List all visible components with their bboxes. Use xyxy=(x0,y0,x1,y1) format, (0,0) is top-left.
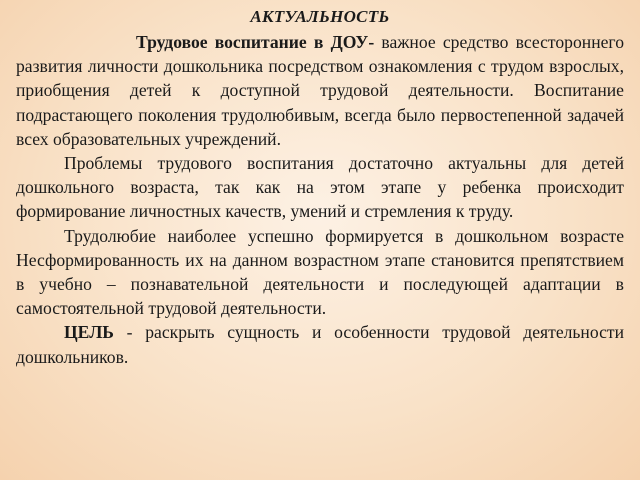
paragraph-problems: Проблемы трудового воспитания достаточно актуальны для детей дошкольного возраста, так как на этом этапе у ребенка происходит формирование личностных качеств, умений и стремления к труду. xyxy=(16,153,624,222)
paragraph-goal xyxy=(16,320,624,368)
slide-title: АКТУАЛЬНОСТЬ xyxy=(250,7,390,26)
paragraph-text-labor-education: важное средство всестороннего развития личности дошкольника посредством ознакомления с трудом взрослых, приобщения детей к доступной трудовой деятельности. Воспитание подрастающего поколения трудолюбивым, всегда было первостепенной задачей всех образовательных учреждений. xyxy=(16,32,624,149)
paragraph-diligence: Трудолюбие наиболее успешно формируется в дошкольном возрасте Несформированность их на данном возрастном этапе становится препятствием в учебно – познавательной деятельности и последующей адаптации в самостоятельной трудовой деятельности. xyxy=(16,225,624,319)
goal-label: ЦЕЛЬ xyxy=(64,322,114,343)
goal-text: - раскрыть сущность и особенности трудовой деятельности дошкольников. xyxy=(16,322,624,367)
paragraph-labor-education xyxy=(16,30,624,151)
paragraph-lead-labor-education: Трудовое воспитание в ДОУ- xyxy=(136,32,375,52)
